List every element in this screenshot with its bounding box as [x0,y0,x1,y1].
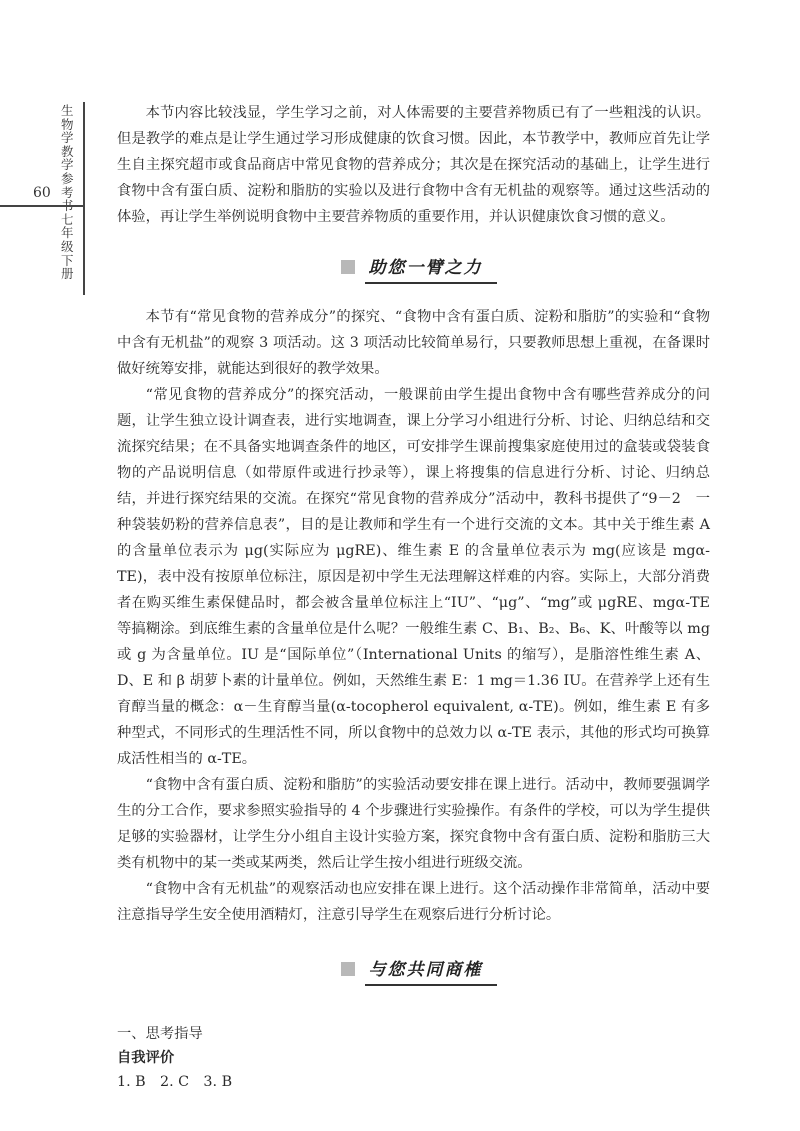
section-heading-text: 与您共同商榷 [365,955,487,983]
self-evaluation-label: 自我评价 [117,1050,175,1066]
answer-key: 1. B 2. C 3. B [117,1074,233,1090]
heading-marker-icon [341,260,355,274]
body-paragraph: 本节有“常见食物的营养成分”的探究、“食物中含有蛋白质、淀粉和脂肪”的实验和“食物中含有无机盐”的观察 3 项活动。这 3 项活动比较简单易行，只要教师思想上重视，在备课时做好统筹安排，就能达到很好的教学效果。 [117,309,710,377]
section-heading-help [117,252,710,282]
margin-rule [0,205,84,207]
margin-book-title: 生物学教学参考书七年级下册 [61,103,74,282]
section-heading-discuss [117,954,710,984]
intro-paragraph: 本节内容比较浅显，学生学习之前，对人体需要的主要营养物质已有了一些粗浅的认识。但是教学的难点是让学生通过学习形成健康的饮食习惯。因此，本节教学中，教师应首先让学生自主探究超市或食品商店中常见食物的营养成分；其次是在探究活动的基础上，让学生进行食物中含有蛋白质、淀粉和脂肪的实验以及进行食物中含有无机盐的观察等。通过这些活动的体验，再让学生举例说明食物中主要营养物质的重要作用，并认识健康饮食习惯的意义。 [117,105,710,225]
subheading: 一、思考指导 [117,1026,203,1042]
margin-vertical-rule [83,102,85,295]
body-paragraph: “食物中含有蛋白质、淀粉和脂肪”的实验活动要安排在课上进行。活动中，教师要强调学生的分工合作，要求参照实验指导的 4 个步骤进行实验操作。有条件的学校，可以为学生提供足够的实验器材，让学生分小组自主设计实验方案，探究食物中含有蛋白质、淀粉和脂肪三大类有机物中的某一类或某两类，然后让学生按小组进行班级交流。 [117,777,710,871]
body-paragraph: “常见食物的营养成分”的探究活动，一般课前由学生提出食物中含有哪些营养成分的问题，让学生独立设计调查表，进行实地调查，课上分学习小组进行分析、讨论、归纳总结和交流探究结果；在不具备实地调查条件的地区，可安排学生课前搜集家庭使用过的盒装或袋装食物的产品说明信息（如带原件或进行抄录等），课上将搜集的信息进行分析、讨论、归纳总结，并进行探究结果的交流。在探究“常见食物的营养成分”活动中，教科书提供了“9－2 一种袋装奶粉的营养信息表”，目的是让教师和学生有一个进行交流的文本。其中关于维生素 A 的含量单位表示为 μg(实际应为 μgRE)、维生素 E 的含量单位表示为 mg(应该是 mgα-TE)，表中没有按原单位标注，原因是初中学生无法理解这样难的内容。实际上，大部分消费者在购买维生素保健品时，都会被含量单位标注上“IU”、“μg”、“mg”或 μgRE、mgα-TE 等搞糊涂。到底维生素的含量单位是什么呢？一般维生素 C、B₁、B₂、B₆、K、叶酸等以 mg 或 g 为含量单位。IU 是“国际单位”（International Units 的缩写），是脂溶性维生素 A、D、E 和 β 胡萝卜素的计量单位。例如，天然维生素 E：1 mg＝1.36 IU。在营养学上还有生育醇当量的概念：α－生育醇当量(α-tocopherol equivalent, α-TE)。例如，维生素 E 有多种型式，不同形式的生理活性不同，所以食物中的总效力以 α-TE 表示，其他的形式均可换算成活性相当的 α-TE。 [117,387,715,767]
heading-marker-icon [341,962,355,976]
answers-block [117,1022,710,1094]
section-heading-text: 助您一臂之力 [365,253,487,281]
page-body [117,100,715,1094]
page-number: 60 [33,185,51,201]
body-paragraph: “食物中含有无机盐”的观察活动也应安排在课上进行。这个活动操作非常简单，活动中要注意指导学生安全使用酒精灯，注意引导学生在观察后进行分析讨论。 [117,881,710,923]
